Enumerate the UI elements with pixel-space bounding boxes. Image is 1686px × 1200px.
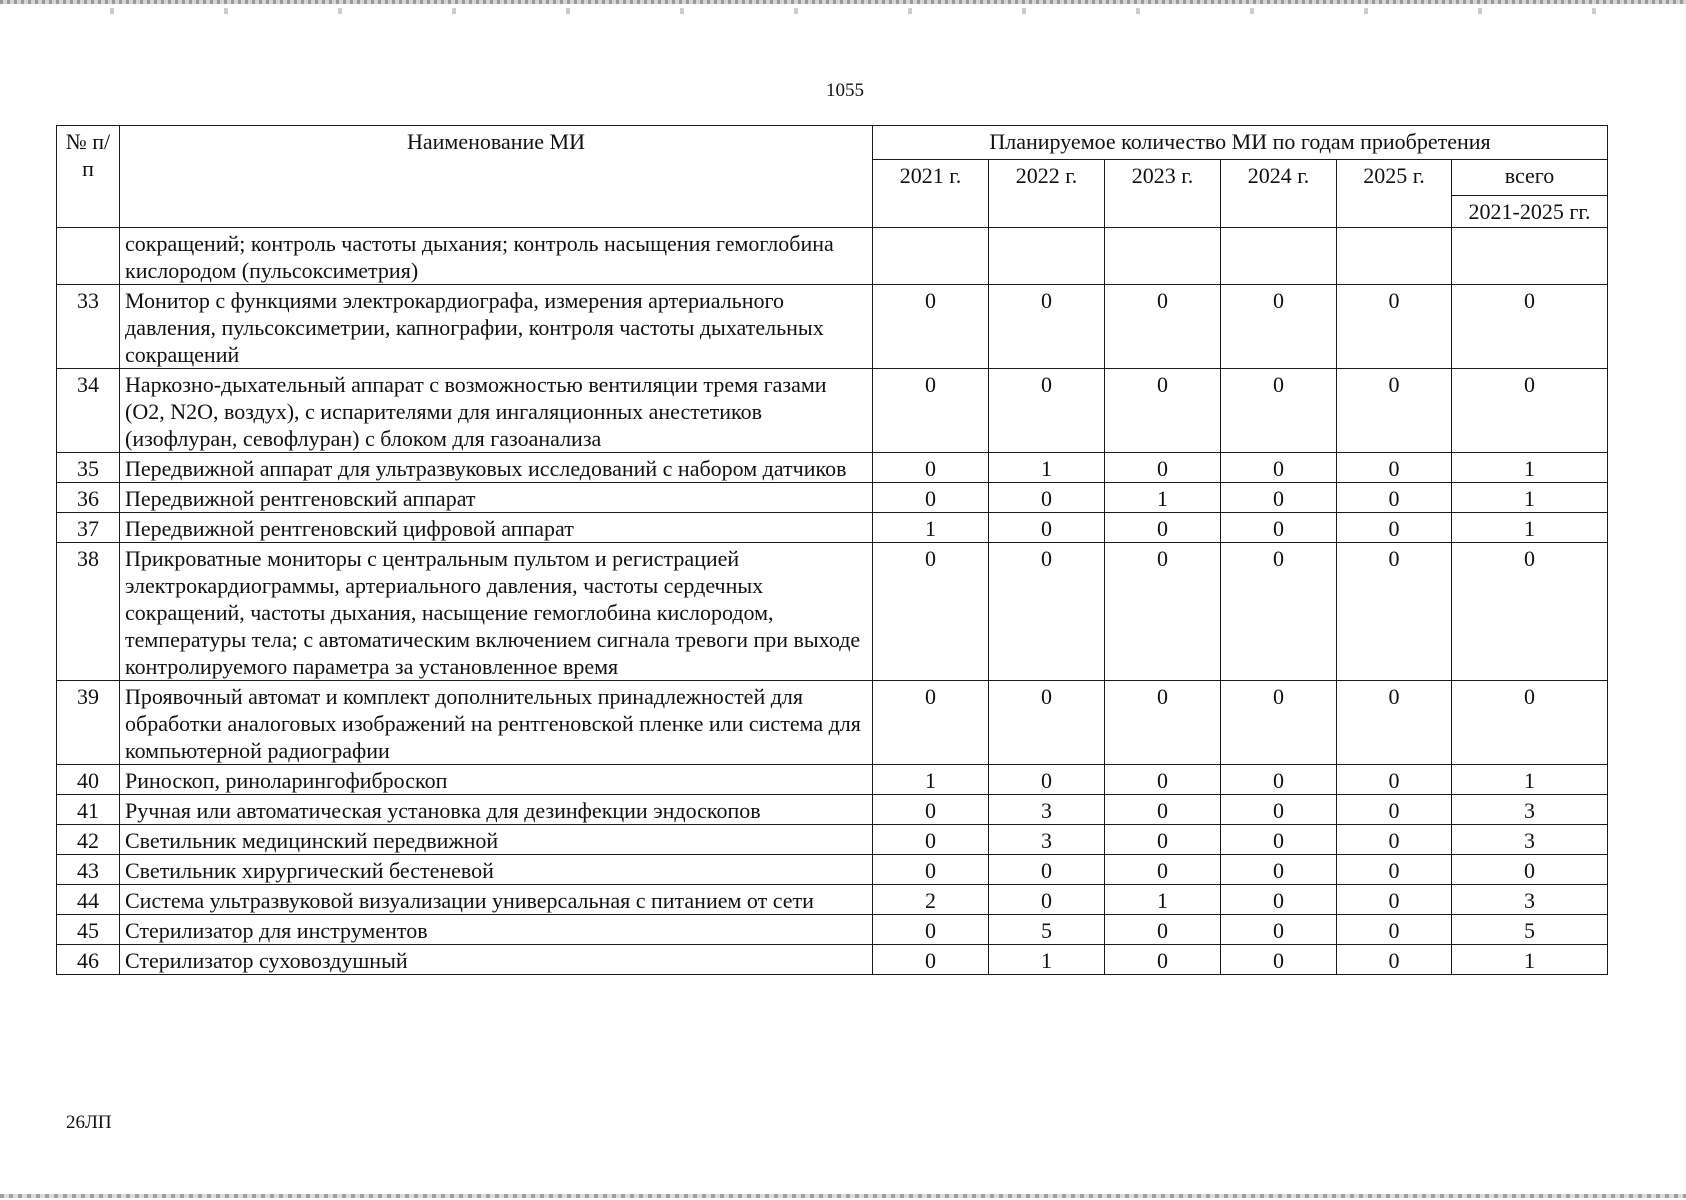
qty-2021: 0 [873,945,989,975]
qty-total: 1 [1452,513,1608,543]
qty-2024: 0 [1221,915,1337,945]
equipment-name: Прикроватные мониторы с центральным пультом и регистрацией электрокардиограммы, артериального давления, частоты сердечных сокращений, частоты дыхания, насыщение гемоглобина кислородом, температуры тела; с автоматическим включением сигнала тревоги при выходе контролируемого параметра за установленное время [120,543,873,681]
qty-2024: 0 [1221,369,1337,453]
qty-total: 0 [1452,369,1608,453]
qty-2024: 0 [1221,543,1337,681]
qty-2025: 0 [1337,825,1452,855]
qty-2023: 0 [1105,681,1221,765]
row-number: 37 [57,513,120,543]
qty-2022: 0 [989,285,1105,369]
equipment-name: Ручная или автоматическая установка для дезинфекции эндоскопов [120,795,873,825]
qty-2025: 0 [1337,483,1452,513]
table-row [57,795,1608,825]
qty-2022: 0 [989,681,1105,765]
table-row [57,915,1608,945]
row-number: 41 [57,795,120,825]
qty-2022 [989,228,1105,285]
header-total-label: всего [1452,160,1608,196]
qty-2025: 0 [1337,765,1452,795]
scan-edge-top [0,0,1686,4]
qty-2022: 0 [989,483,1105,513]
equipment-name: Стерилизатор суховоздушный [120,945,873,975]
equipment-name: Стерилизатор для инструментов [120,915,873,945]
qty-2023: 0 [1105,543,1221,681]
qty-2022: 1 [989,945,1105,975]
row-number: 38 [57,543,120,681]
qty-2023: 0 [1105,369,1221,453]
row-number: 39 [57,681,120,765]
qty-2025: 0 [1337,543,1452,681]
equipment-name: Светильник медицинский передвижной [120,825,873,855]
qty-2024: 0 [1221,483,1337,513]
header-year-2021: 2021 г. [873,160,989,228]
header-year-2024: 2024 г. [1221,160,1337,228]
table-row [57,513,1608,543]
qty-2022: 3 [989,795,1105,825]
qty-2024: 0 [1221,795,1337,825]
page-number: 1055 [826,80,864,101]
qty-2021: 0 [873,369,989,453]
qty-2024: 0 [1221,855,1337,885]
qty-2022: 0 [989,855,1105,885]
qty-2023: 0 [1105,825,1221,855]
row-number: 33 [57,285,120,369]
equipment-name: Система ультразвуковой визуализации универсальная с питанием от сети [120,885,873,915]
qty-total: 1 [1452,483,1608,513]
header-name: Наименование МИ [120,126,873,228]
qty-2023: 0 [1105,945,1221,975]
qty-2021: 1 [873,765,989,795]
scan-edge-marks [0,8,1686,14]
header-year-2025: 2025 г. [1337,160,1452,228]
qty-2021: 2 [873,885,989,915]
qty-2021 [873,228,989,285]
header-planned-quantity: Планируемое количество МИ по годам приобретения [873,126,1608,160]
qty-2024: 0 [1221,885,1337,915]
table-row [57,681,1608,765]
qty-2025 [1337,228,1452,285]
qty-2023: 0 [1105,513,1221,543]
row-number: 43 [57,855,120,885]
table-row [57,285,1608,369]
equipment-name: Проявочный автомат и комплект дополнительных принадлежностей для обработки аналоговых изображений на рентгеновской пленке или система для компьютерной радиографии [120,681,873,765]
qty-2024: 0 [1221,945,1337,975]
qty-total: 3 [1452,825,1608,855]
qty-total: 0 [1452,543,1608,681]
row-number: 40 [57,765,120,795]
row-number: 35 [57,453,120,483]
table-row [57,885,1608,915]
table-row [57,453,1608,483]
row-number: 44 [57,885,120,915]
table-row [57,825,1608,855]
qty-2023: 1 [1105,885,1221,915]
row-number: 42 [57,825,120,855]
equipment-name: Передвижной аппарат для ультразвуковых исследований с набором датчиков [120,453,873,483]
qty-total: 0 [1452,285,1608,369]
qty-2021: 0 [873,285,989,369]
qty-2021: 0 [873,483,989,513]
row-number: 36 [57,483,120,513]
qty-2025: 0 [1337,453,1452,483]
qty-2022: 1 [989,453,1105,483]
table-row [57,765,1608,795]
row-number: 46 [57,945,120,975]
table-header [57,126,1608,228]
table-row [57,228,1608,285]
equipment-name: Передвижной рентгеновский аппарат [120,483,873,513]
qty-2021: 0 [873,681,989,765]
qty-total: 0 [1452,681,1608,765]
qty-2024: 0 [1221,681,1337,765]
equipment-table [56,125,1608,975]
table-row [57,855,1608,885]
equipment-name: Светильник хирургический бестеневой [120,855,873,885]
equipment-name: Монитор с функциями электрокардиографа, измерения артериального давления, пульсоксиметрии, капнографии, контроля частоты дыхательных сокращений [120,285,873,369]
qty-2021: 0 [873,543,989,681]
footer-code: 26ЛП [66,1112,112,1133]
qty-2024: 0 [1221,825,1337,855]
header-year-2023: 2023 г. [1105,160,1221,228]
table-row [57,369,1608,453]
qty-2025: 0 [1337,945,1452,975]
equipment-name: сокращений; контроль частоты дыхания; контроль насыщения гемоглобина кислородом (пульсоксиметрия) [120,228,873,285]
qty-total: 1 [1452,453,1608,483]
qty-total: 3 [1452,885,1608,915]
qty-total: 5 [1452,915,1608,945]
qty-2021: 0 [873,825,989,855]
qty-2023: 0 [1105,285,1221,369]
qty-2023: 0 [1105,765,1221,795]
qty-total: 1 [1452,765,1608,795]
qty-total: 3 [1452,795,1608,825]
qty-2024: 0 [1221,453,1337,483]
qty-2024 [1221,228,1337,285]
qty-2024: 0 [1221,285,1337,369]
table-row [57,945,1608,975]
qty-2023: 0 [1105,915,1221,945]
qty-2022: 5 [989,915,1105,945]
row-number [57,228,120,285]
header-total-range: 2021-2025 гг. [1452,196,1608,228]
qty-2023: 0 [1105,795,1221,825]
qty-2022: 0 [989,885,1105,915]
qty-2022: 0 [989,765,1105,795]
qty-2021: 0 [873,915,989,945]
qty-2023: 1 [1105,483,1221,513]
qty-2022: 3 [989,825,1105,855]
qty-total [1452,228,1608,285]
qty-total: 1 [1452,945,1608,975]
table-row [57,543,1608,681]
table-row [57,483,1608,513]
qty-2022: 0 [989,543,1105,681]
qty-2025: 0 [1337,369,1452,453]
qty-2024: 0 [1221,513,1337,543]
qty-2021: 0 [873,855,989,885]
qty-2021: 0 [873,795,989,825]
equipment-name: Передвижной рентгеновский цифровой аппарат [120,513,873,543]
scan-edge-bottom [0,1194,1686,1198]
qty-2025: 0 [1337,855,1452,885]
qty-2024: 0 [1221,765,1337,795]
qty-2025: 0 [1337,285,1452,369]
qty-2023: 0 [1105,855,1221,885]
header-number: № п/п [57,126,120,228]
qty-2023: 0 [1105,453,1221,483]
row-number: 34 [57,369,120,453]
equipment-name: Наркозно-дыхательный аппарат с возможностью вентиляции тремя газами (O2, N2O, воздух), с испарителями для ингаляционных анестетиков (изофлуран, севофлуран) с блоком для газоанализа [120,369,873,453]
qty-2021: 1 [873,513,989,543]
header-year-2022: 2022 г. [989,160,1105,228]
qty-total: 0 [1452,855,1608,885]
qty-2021: 0 [873,453,989,483]
qty-2025: 0 [1337,681,1452,765]
row-number: 45 [57,915,120,945]
qty-2023 [1105,228,1221,285]
equipment-name: Риноскоп, риноларингофиброскоп [120,765,873,795]
qty-2025: 0 [1337,513,1452,543]
qty-2025: 0 [1337,885,1452,915]
qty-2022: 0 [989,369,1105,453]
qty-2022: 0 [989,513,1105,543]
table-body [57,228,1608,975]
qty-2025: 0 [1337,915,1452,945]
qty-2025: 0 [1337,795,1452,825]
